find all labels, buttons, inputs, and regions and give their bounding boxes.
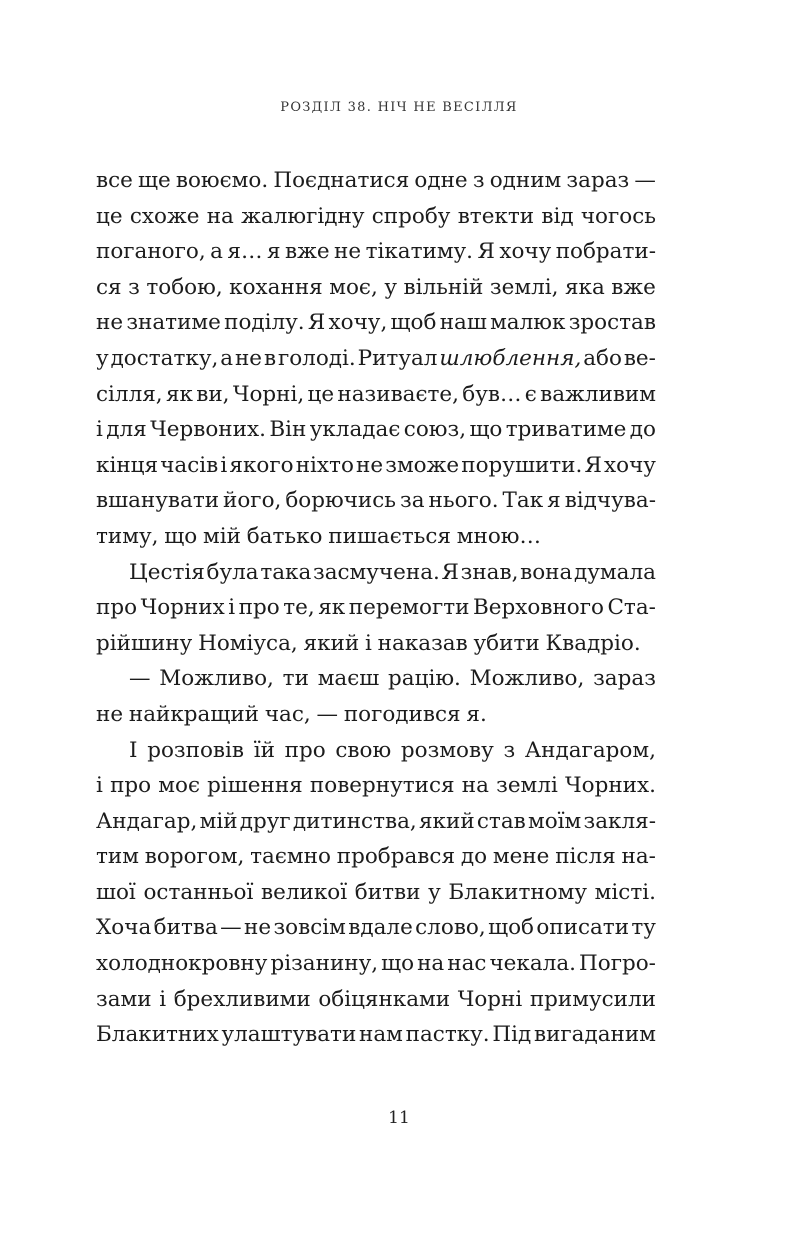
- word: Червоних.: [150, 417, 266, 443]
- word: мій: [202, 523, 241, 549]
- word: пишається: [328, 523, 451, 549]
- word: перемогти: [348, 595, 470, 621]
- word: і: [228, 595, 236, 621]
- word: як: [318, 595, 346, 621]
- word: і: [220, 452, 228, 478]
- word: ви,: [196, 381, 230, 407]
- word: порушити.: [461, 452, 583, 478]
- word: ту: [631, 915, 656, 941]
- word: вигаданим: [533, 1022, 656, 1048]
- word: нас: [447, 951, 487, 977]
- word: на: [417, 951, 445, 977]
- text-line: [96, 804, 656, 840]
- word: місті.: [594, 879, 656, 905]
- word: втекти: [457, 203, 535, 229]
- word: Блакитних: [96, 1022, 219, 1048]
- word: за: [400, 488, 425, 514]
- word: називаєте,: [337, 381, 459, 407]
- word: і: [96, 417, 103, 443]
- word: Під: [492, 1022, 532, 1048]
- word: Поєднатися: [273, 168, 410, 193]
- word: найкращий: [128, 701, 260, 727]
- word: сілля,: [96, 381, 163, 407]
- word: яка: [564, 274, 605, 300]
- word: зараз: [593, 666, 656, 692]
- word: землі,: [489, 274, 559, 300]
- word: тим: [96, 844, 139, 870]
- word: не: [96, 310, 124, 336]
- word: укладає: [309, 417, 401, 443]
- word: битва: [153, 915, 218, 941]
- word: пробрався: [336, 844, 456, 870]
- word: зможе: [385, 452, 460, 478]
- word: не: [334, 239, 362, 265]
- word: час,: [264, 701, 311, 727]
- word: є: [524, 381, 537, 407]
- text-line: [96, 839, 656, 875]
- word: якого: [229, 452, 294, 478]
- word: великої: [261, 879, 348, 905]
- word: хочу: [499, 239, 552, 265]
- word: це: [307, 381, 335, 407]
- word: воюємо.: [175, 168, 269, 193]
- word: Чорні,: [232, 381, 305, 407]
- word: обіцянками: [318, 986, 451, 1012]
- word: а: [210, 239, 223, 265]
- word: останньої: [143, 879, 254, 905]
- word: погодився: [343, 701, 461, 727]
- text-line: [96, 768, 656, 804]
- word: і: [364, 630, 372, 656]
- word: Чорні: [457, 986, 523, 1012]
- word: що: [381, 951, 415, 977]
- text-line: [96, 270, 656, 306]
- word: не: [356, 452, 384, 478]
- word: Цестія: [129, 559, 205, 585]
- word: я: [547, 488, 561, 514]
- text-line: [96, 234, 656, 270]
- word: —: [129, 666, 151, 692]
- word: до: [629, 417, 656, 443]
- word: рацію.: [388, 666, 461, 692]
- text-line: [96, 946, 656, 982]
- word: кохання: [229, 274, 323, 300]
- word: Верховного: [473, 595, 604, 621]
- word: як: [165, 381, 193, 407]
- text-line: [96, 626, 656, 662]
- word: Хоча: [96, 915, 152, 941]
- text-line: [96, 982, 656, 1018]
- text-line: [96, 483, 656, 519]
- word: мною…: [456, 523, 541, 549]
- word: поділу.: [224, 310, 305, 336]
- word: хочу,: [328, 310, 388, 336]
- word: малюк: [490, 310, 566, 336]
- word: розмову: [400, 737, 494, 763]
- word: була: [206, 559, 259, 585]
- word: став: [476, 808, 526, 834]
- word: улаштувати: [221, 1022, 357, 1048]
- word: Ста-: [607, 595, 656, 621]
- word: про: [96, 595, 138, 621]
- word: повернутися: [309, 773, 455, 799]
- word: спробу: [371, 203, 451, 229]
- word: примусили: [529, 986, 656, 1012]
- word: убити: [473, 630, 540, 656]
- text-line: [96, 1017, 656, 1053]
- word: я: [266, 239, 281, 265]
- word: пастку.: [405, 1022, 490, 1048]
- word: це: [96, 203, 123, 229]
- word: а: [220, 345, 234, 371]
- word: про: [110, 773, 152, 799]
- word: холоднокровну: [96, 951, 268, 977]
- word: що: [469, 417, 503, 443]
- word: Блакитному: [448, 879, 587, 905]
- word: ніхто: [295, 452, 354, 478]
- word: або: [583, 345, 622, 371]
- text-line: [96, 733, 656, 769]
- word: вже: [611, 274, 656, 300]
- word: який: [303, 630, 360, 656]
- word: шої: [96, 879, 136, 905]
- text-line: [96, 448, 656, 484]
- word: жалюгідну: [241, 203, 365, 229]
- word: Я: [307, 310, 326, 336]
- word: зами: [96, 986, 152, 1012]
- word: і: [159, 986, 167, 1012]
- body-text: [96, 163, 656, 1053]
- word: у: [384, 274, 397, 300]
- word: про: [284, 737, 326, 763]
- text-line: [96, 163, 656, 199]
- word: триватиме: [505, 417, 627, 443]
- word: у: [96, 345, 109, 371]
- word: свою: [335, 737, 392, 763]
- word: чогось: [580, 203, 656, 229]
- word: брехливими: [173, 986, 311, 1012]
- word: достатку,: [110, 345, 219, 371]
- word: знатиме: [126, 310, 221, 336]
- word: який: [418, 808, 475, 834]
- word: вшанувати: [96, 488, 220, 514]
- word: Так: [502, 488, 544, 514]
- word: закля-: [583, 808, 656, 834]
- word: І: [129, 737, 138, 763]
- word: зростав: [568, 310, 656, 336]
- word: на-: [621, 844, 656, 870]
- word: поганого,: [96, 239, 206, 265]
- word: мій: [199, 808, 238, 834]
- word: для: [106, 417, 147, 443]
- word: вільній: [403, 274, 484, 300]
- word: моє,: [329, 274, 378, 300]
- text-line: [96, 412, 656, 448]
- word: щоб: [390, 310, 437, 336]
- word: розповів: [147, 737, 244, 763]
- word: наш: [439, 310, 487, 336]
- running-head: РОЗДІЛ 38. НІЧ НЕ ВЕСІЛЛЯ: [280, 100, 518, 115]
- word: їй: [253, 737, 275, 763]
- word: битви: [354, 879, 421, 905]
- word: Він: [269, 417, 307, 443]
- text-line: [96, 590, 656, 626]
- text-line: [96, 519, 656, 555]
- word: до: [460, 844, 488, 870]
- text-line: [96, 199, 656, 235]
- word: Можливо,: [159, 666, 274, 692]
- word: схоже: [129, 203, 200, 229]
- word: Номіуса,: [198, 630, 298, 656]
- text-line: [96, 305, 656, 341]
- word: засмучена.: [312, 559, 440, 585]
- word: знав,: [460, 559, 519, 585]
- word: зараз: [566, 168, 630, 193]
- word: з: [472, 168, 485, 193]
- word: ти: [282, 666, 309, 692]
- text-line: [96, 661, 656, 697]
- word: після: [555, 844, 616, 870]
- word: думала: [574, 559, 656, 585]
- text-line: [96, 910, 656, 946]
- word: на: [461, 773, 489, 799]
- word: нам: [359, 1022, 403, 1048]
- word: те,: [283, 595, 315, 621]
- word: я…: [227, 239, 263, 265]
- word: борючись: [285, 488, 397, 514]
- word: одним: [489, 168, 562, 193]
- word: нього.: [428, 488, 499, 514]
- word: що: [164, 523, 198, 549]
- word: тобою,: [146, 274, 223, 300]
- word: Андагаром,: [524, 737, 656, 763]
- text-line: [96, 377, 656, 413]
- word: кінця: [96, 452, 159, 478]
- word: все: [96, 168, 133, 193]
- word: не: [244, 915, 272, 941]
- word: я.: [466, 701, 487, 727]
- word: маєш: [317, 666, 380, 692]
- word: хочу: [604, 452, 656, 478]
- word: Я: [477, 239, 495, 265]
- word: слово,: [415, 915, 486, 941]
- word: Чорних: [140, 595, 225, 621]
- page-number: 11: [388, 1108, 410, 1128]
- word: Андагар,: [96, 808, 198, 834]
- word: ворогом,: [144, 844, 245, 870]
- word: —: [634, 168, 656, 193]
- word: вже: [284, 239, 330, 265]
- word: ще: [138, 168, 171, 193]
- word: Погро-: [579, 951, 656, 977]
- text-line: [96, 875, 656, 911]
- word: щоб: [488, 915, 534, 941]
- word: в: [263, 345, 277, 371]
- word: союз,: [403, 417, 467, 443]
- word: рішення: [207, 773, 303, 799]
- word: мене: [492, 844, 550, 870]
- word: часів: [160, 452, 219, 478]
- word: не: [96, 701, 124, 727]
- word: таємно: [250, 844, 331, 870]
- word: шлюблення,: [439, 345, 582, 371]
- word: землі: [496, 773, 558, 799]
- word: від: [541, 203, 574, 229]
- word: зовсім: [273, 915, 346, 941]
- word: батько: [246, 523, 323, 549]
- word: чекала.: [489, 951, 576, 977]
- word: його,: [223, 488, 282, 514]
- word: був…: [462, 381, 522, 407]
- word: ве-: [623, 345, 656, 371]
- word: на: [206, 203, 234, 229]
- word: про: [238, 595, 280, 621]
- word: наказав: [377, 630, 468, 656]
- word: Я: [441, 559, 459, 585]
- word: Я: [584, 452, 602, 478]
- word: одне: [414, 168, 468, 193]
- word: Можливо,: [469, 666, 585, 692]
- word: Ритуал: [357, 345, 438, 371]
- word: з: [503, 737, 516, 763]
- word: у: [428, 879, 441, 905]
- word: важливим: [540, 381, 656, 407]
- word: Чорних.: [565, 773, 656, 799]
- word: голоді.: [277, 345, 356, 371]
- text-line: [96, 341, 656, 377]
- word: рійшину: [96, 630, 193, 656]
- word: описати: [536, 915, 630, 941]
- word: ся: [96, 274, 122, 300]
- word: вона: [520, 559, 573, 585]
- word: моїм: [527, 808, 582, 834]
- word: вдале: [348, 915, 413, 941]
- word: дитинства,: [292, 808, 417, 834]
- word: побрати-: [555, 239, 656, 265]
- text-line: [96, 697, 656, 733]
- word: з: [128, 274, 140, 300]
- word: не: [234, 345, 263, 371]
- word: тиму,: [96, 523, 159, 549]
- word: —: [220, 915, 242, 941]
- word: моє: [158, 773, 200, 799]
- word: така: [260, 559, 312, 585]
- word: —: [316, 701, 339, 727]
- text-line: [96, 555, 656, 591]
- word: Квадріо.: [545, 630, 641, 656]
- word: відчува-: [564, 488, 656, 514]
- word: різанину,: [270, 951, 379, 977]
- word: і: [96, 773, 103, 799]
- word: тікатиму.: [365, 239, 474, 265]
- word: друг: [239, 808, 291, 834]
